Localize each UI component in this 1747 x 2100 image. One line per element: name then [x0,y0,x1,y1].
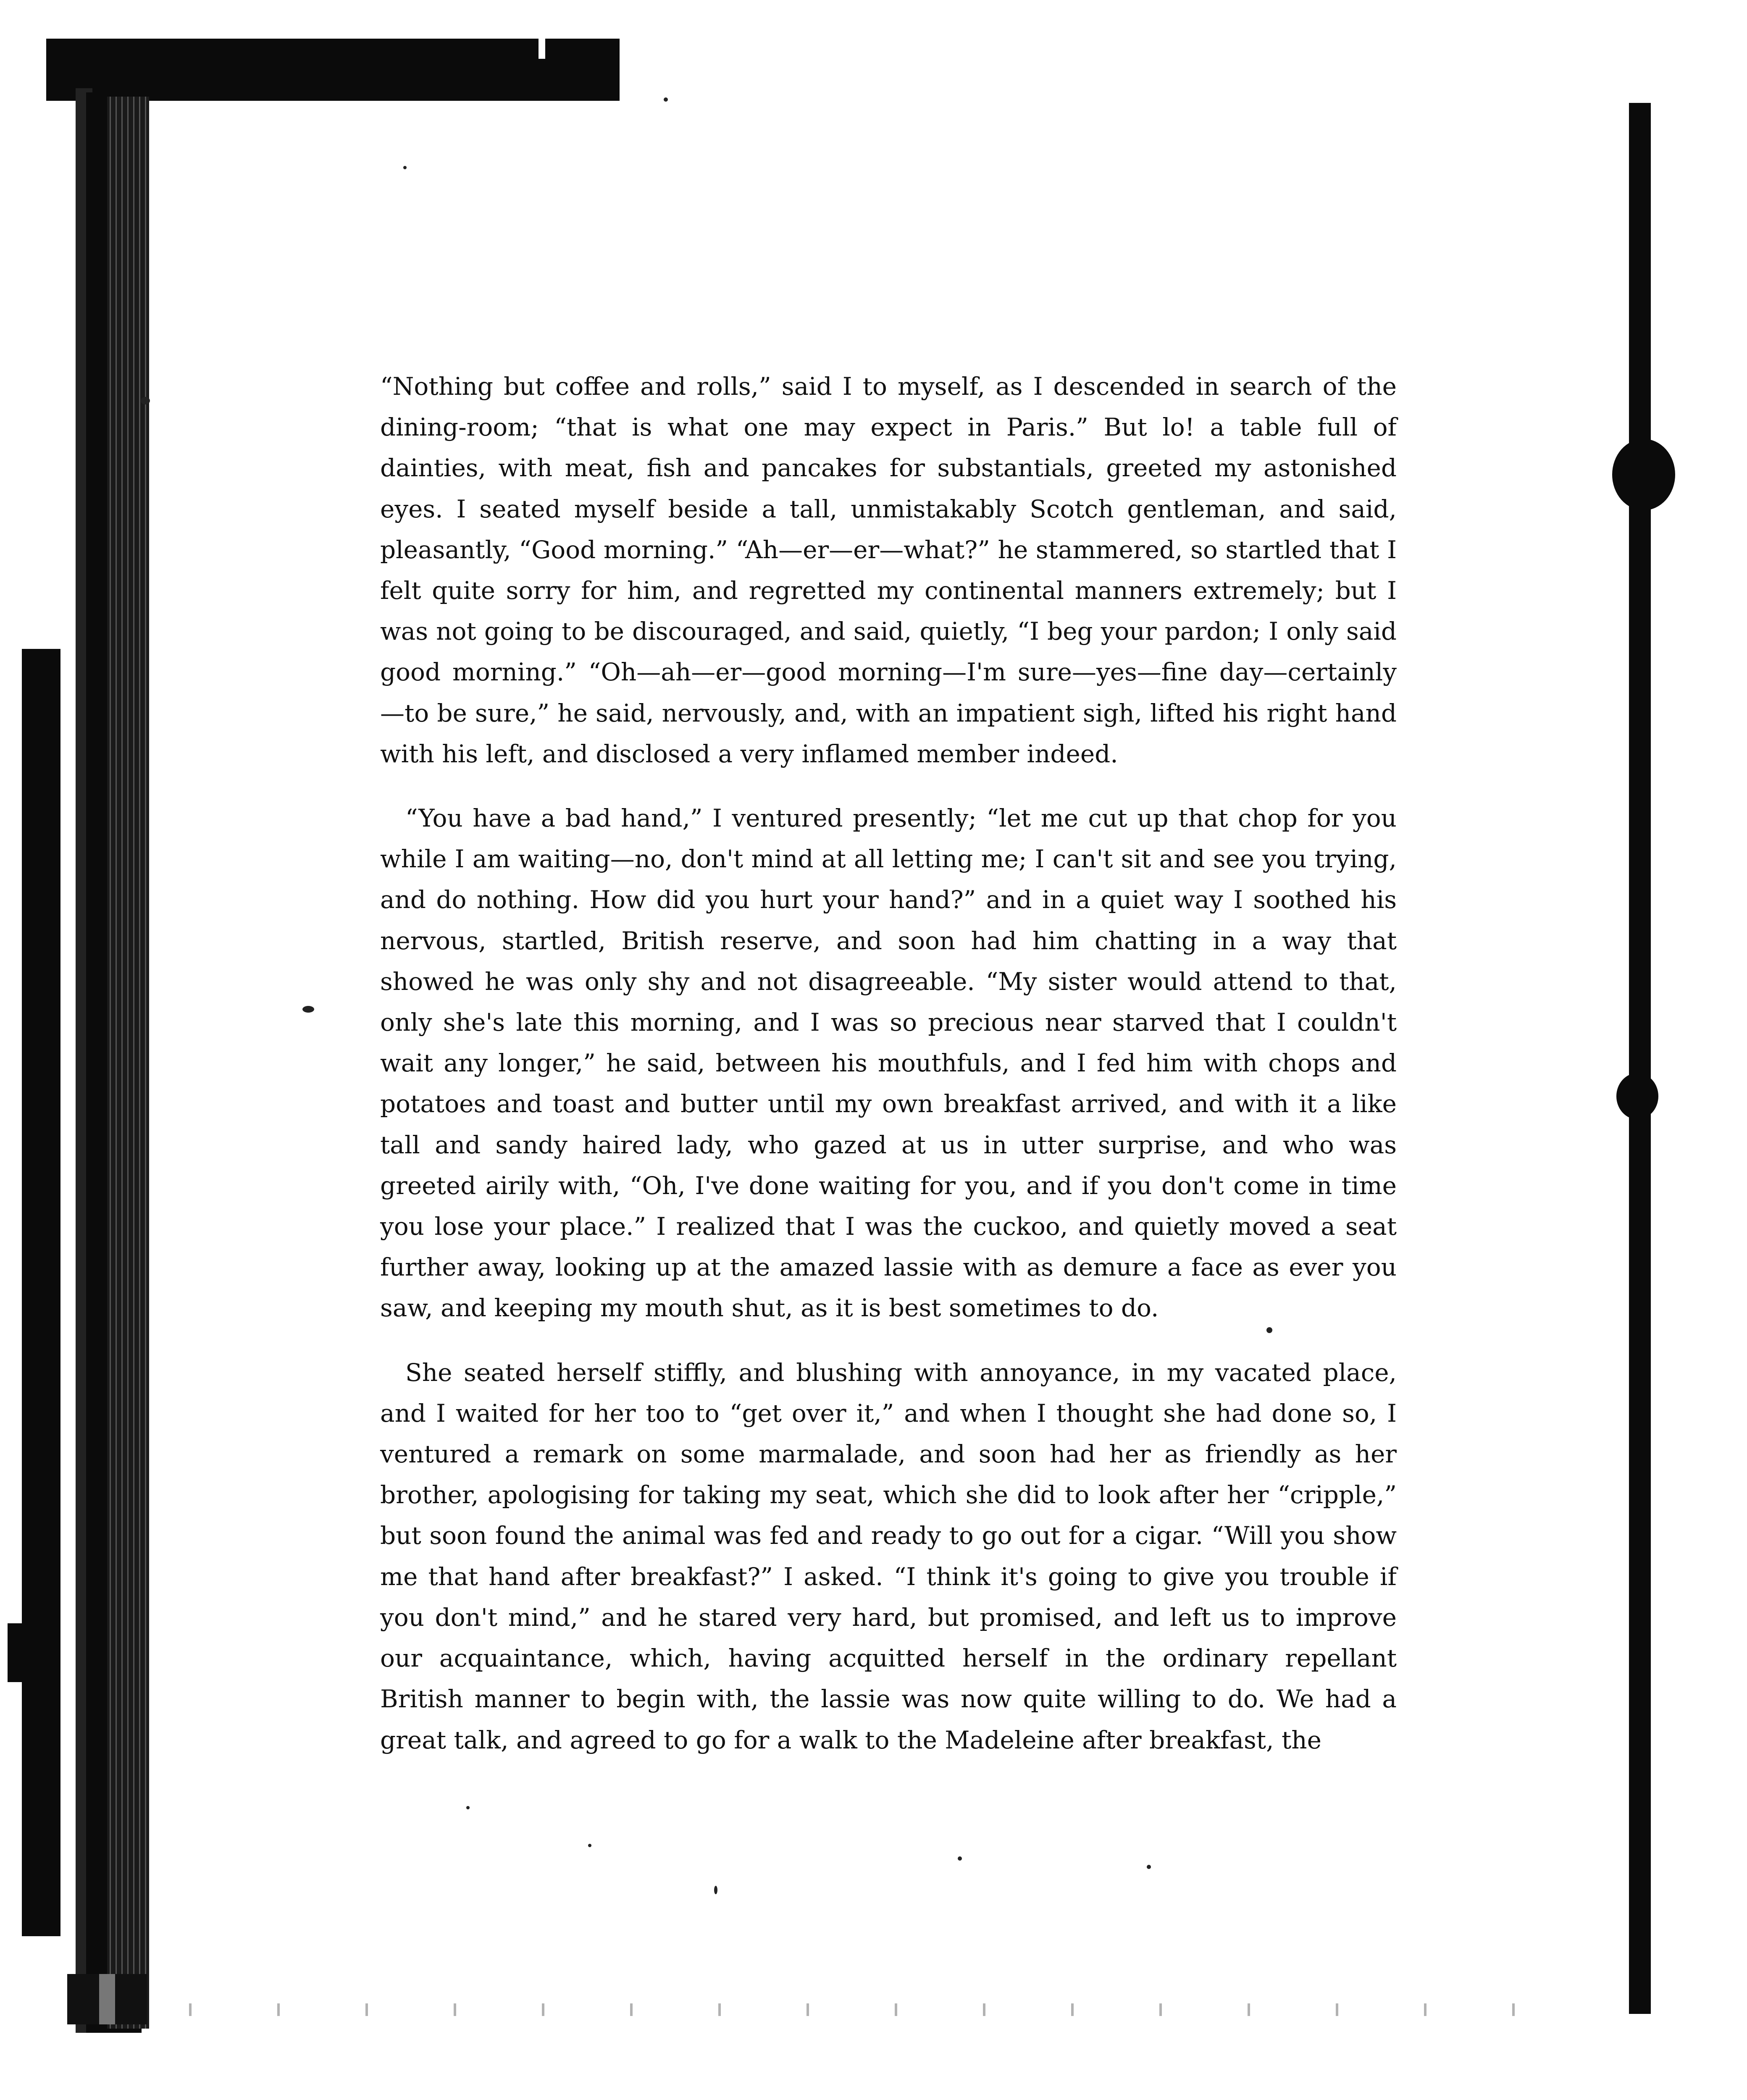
scan-speck [302,1006,314,1013]
paragraph-3: She seated herself stiffly, and blushing with annoyance, in my vacated place, and I waited for her too to “get over it,” and when I thought she had done so, I ventured a remark on some marmalade, and soon had her as friendly as her brother, apologising for taking my seat, which she did to look after her “cripple,” but soon found the animal was fed and ready to go out for a cigar. “Will you show me that hand after breakfast?” I asked. “I think it's going to give you trouble if you don't mind,” and he stared very hard, but promised, and left us to improve our acquaintance, which, having acquitted herself in the ordinary repellant British manner to begin with, the lassie was now quite willing to do. We had a great talk, and agreed to go for a walk to the Madeleine after breakfast, the [380,1358,1397,1754]
scan-speck [714,1886,717,1894]
scan-border-top [46,39,620,101]
scan-border-left-small [8,1623,24,1682]
scan-speck [1147,1865,1151,1869]
scan-dust-bottom [151,2003,1579,2016]
scan-speck [588,1844,591,1847]
paragraph-1: “Nothing but coffee and rolls,” said I to myself, as I descended in search of the dining-room; “that is what one may expect in Paris.” But lo! a table full of dainties, with meat, fish and pancakes for substantials, greeted my astonished eyes. I seated myself beside a tall, unmistakably Scotch gentleman, and said, pleasantly, “Good morning.” “Ah—er—er—what?” he stammered, so startled that I felt quite sorry for him, and regretted my continental manners extremely; but I was not going to be discouraged, and said, quietly, “I beg your pardon; I only said good morning.” “Oh—ah—er—good morning—I'm sure—yes—fine day—certainly—to be sure,” he said, nervously, and, with an impatient sigh, lifted his right hand with his left, and disclosed a very inflamed member indeed. [380,372,1397,768]
scan-border-right-bulge-lower [1616,1073,1658,1119]
scan-border-left-block [22,649,60,1936]
scan-border-right-bulge [1612,439,1675,510]
scan-border-notch [539,39,545,59]
scan-speck [403,166,407,169]
scan-speck [664,97,668,102]
scan-speck [141,397,150,404]
body-text [380,366,1397,1761]
scan-border-right [1629,103,1651,2014]
scan-speck [466,1806,470,1809]
scan-border-left-texture [107,97,149,2029]
paragraph-2: “You have a bad hand,” I ventured presently; “let me cut up that chop for you while I am waiting—no, don't mind at all letting me; I can't sit and see you trying, and do nothing. How did you hurt your hand?” and in a quiet way I soothed his nervous, startled, British reserve, and soon had him chatting in a way that showed he was only shy and not disagreeable. “My sister would attend to that, only she's late this morning, and I was so precious near starved that I couldn't wait any longer,” he said, between his mouthfuls, and I fed him with chops and potatoes and toast and butter until my own breakfast arrived, and with it a like tall and sandy haired lady, who gazed at us in utter surprise, and who was greeted airily with, “Oh, I've done waiting for you, and if you don't come in time you lose your place.” I realized that I was the cuckoo, and quietly moved a seat further away, looking up at the amazed lassie with as demure a face as ever you saw, and keeping my mouth shut, as it is best sometimes to do. [380,804,1397,1323]
scan-speck [958,1856,962,1861]
scan-border-bottom-left [67,1974,147,2024]
